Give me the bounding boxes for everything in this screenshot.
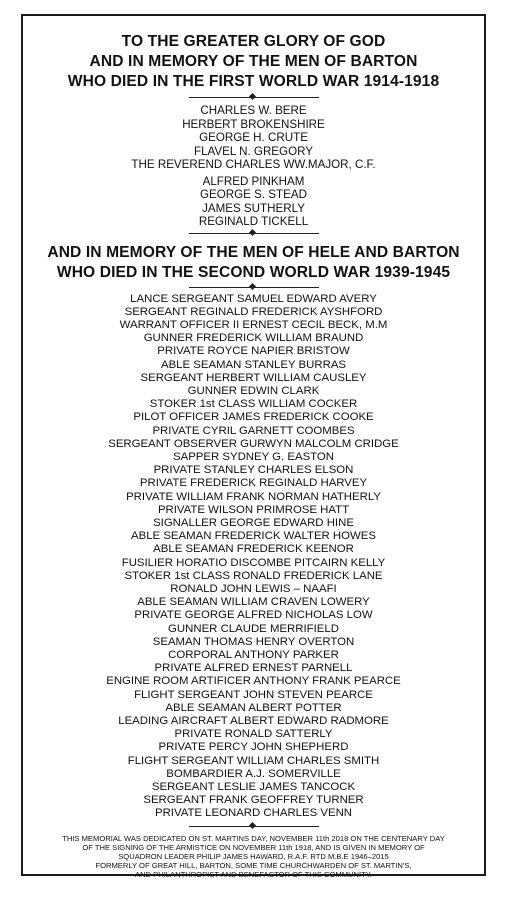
name-entry: SIGNALLER GEORGE EDWARD HINE [153, 516, 354, 529]
name-entry: PRIVATE ROYCE NAPIER BRISTOW [157, 345, 350, 358]
name-entry: FLAVEL N. GREGORY [194, 144, 313, 158]
ww1-heading [23, 32, 484, 92]
name-entry: PRIVATE CYRIL GARNETT COOMBES [152, 424, 355, 437]
name-entry: CORPORAL ANTHONY PARKER [168, 648, 339, 661]
name-entry: PILOT OFFICER JAMES FREDERICK COOKE [133, 411, 374, 424]
divider-ornament [189, 823, 319, 830]
name-entry: ABLE SEAMAN ALBERT POTTER [165, 701, 342, 714]
ww1-name-list [23, 104, 484, 229]
name-entry: RONALD JOHN LEWIS – NAAFI [170, 582, 337, 595]
name-entry: PRIVATE WILLIAM FRANK NORMAN HATHERLY [126, 490, 381, 503]
name-entry: SEAMAN THOMAS HENRY OVERTON [152, 635, 355, 648]
name-entry: ENGINE ROOM ARTIFICER ANTHONY FRANK PEARCE [106, 675, 401, 688]
footer-line: FORMERLY OF GREAT HILL, BARTON, SOME TIME CHURCHWARDEN OF ST. MARTIN'S, [95, 861, 412, 871]
footer-line: SQUADRON LEADER PHILIP JAMES HAWARD, R.A.F. RTD M.B.E 1946–2015 [118, 852, 389, 862]
ww2-name-list [23, 293, 484, 821]
name-entry: FLIGHT SERGEANT WILLIAM CHARLES SMITH [127, 754, 380, 767]
name-entry: REGINALD TICKELL [198, 215, 309, 228]
name-entry: STOKER 1st CLASS RONALD FREDERICK LANE [124, 569, 383, 582]
name-entry: SERGEANT LESLIE JAMES TANCOCK [151, 781, 356, 794]
ww2-heading [23, 243, 484, 283]
name-entry: SAPPER SYDNEY G. EASTON [173, 450, 334, 463]
name-entry: GEORGE S. STEAD [200, 188, 307, 201]
name-entry: PRIVATE LEONARD CHARLES VENN [154, 807, 353, 820]
name-entry: GEORGE H. CRUTE [199, 131, 308, 144]
name-entry: FUSILIER HORATIO DISCOMBE PITCAIRN KELLY [121, 556, 386, 569]
name-entry: ALFRED PINKHAM [202, 174, 305, 188]
name-entry: THE REVEREND CHARLES WW.MAJOR, C.F. [131, 158, 376, 171]
footer-line: OF THE SIGNING OF THE ARMISTICE ON NOVEMBER 11th 1918, AND IS GIVEN IN MEMORY OF [82, 842, 425, 852]
ww1-heading-line: AND IN MEMORY OF THE MEN OF BARTON [89, 53, 418, 70]
ww2-heading-line: WHO DIED IN THE SECOND WORLD WAR 1939-1945 [56, 263, 451, 281]
divider-ornament [189, 230, 319, 237]
name-entry: GUNNER FREDERICK WILLIAM BRAUND [143, 332, 364, 345]
name-entry: SERGEANT HERBERT WILLIAM CAUSLEY [140, 371, 367, 384]
name-entry: SERGEANT REGINALD FREDERICK AYSHFORD [124, 305, 383, 318]
name-entry: PRIVATE FREDERICK REGINALD HARVEY [139, 477, 368, 490]
plaque-content [23, 32, 484, 880]
name-entry: BOMBARDIER A.J. SOMERVILLE [166, 767, 341, 780]
name-entry: LANCE SERGEANT SAMUEL EDWARD AVERY [130, 292, 377, 305]
name-entry: WARRANT OFFICER II ERNEST CECIL BECK, M.M [119, 318, 388, 331]
divider-ornament [189, 284, 319, 291]
name-entry: HERBERT BROKENSHIRE [182, 117, 325, 131]
name-entry: CHARLES W. BERE [200, 104, 307, 117]
name-entry: PRIVATE STANLEY CHARLES ELSON [153, 464, 354, 477]
name-entry: ABLE SEAMAN FREDERICK WALTER HOWES [131, 530, 376, 543]
name-entry: PRIVATE ALFRED ERNEST PARNELL [154, 662, 353, 675]
ww2-heading-line: AND IN MEMORY OF THE MEN OF HELE AND BARTON [47, 243, 460, 261]
memorial-plaque [21, 14, 486, 880]
footer-line: AND PHILANTHROPIST AND BENEFACTOR OF THIS COMMUNITY. [135, 870, 372, 880]
name-entry: PRIVATE PERCY JOHN SHEPHERD [158, 741, 349, 754]
name-entry: ABLE SEAMAN STANLEY BURRAS [160, 358, 347, 371]
name-entry: STOKER 1st CLASS WILLIAM COCKER [149, 398, 358, 411]
name-entry: FLIGHT SERGEANT JOHN STEVEN PEARCE [134, 688, 373, 701]
name-entry: SERGEANT OBSERVER GURWYN MALCOLM CRIDGE [108, 437, 399, 450]
name-entry: JAMES SUTHERLY [202, 201, 305, 215]
ww1-heading-line: WHO DIED IN THE FIRST WORLD WAR 1914-1918 [67, 73, 440, 90]
name-entry: GUNNER CLAUDE MERRIFIELD [168, 622, 339, 635]
divider-ornament [189, 94, 319, 101]
name-entry: PRIVATE RONALD SATTERLY [174, 728, 333, 741]
name-entry: PRIVATE GEORGE ALFRED NICHOLAS LOW [134, 609, 373, 622]
footer-line: THIS MEMORIAL WAS DEDICATED ON ST. MARTINS DAY, NOVEMBER 11th 2018 ON THE CENTENARY DAY [62, 833, 445, 843]
name-entry: LEADING AIRCRAFT ALBERT EDWARD RADMORE [118, 715, 389, 727]
dedication-footer [23, 834, 484, 880]
name-entry: PRIVATE WILSON PRIMROSE HATT [157, 503, 350, 516]
name-entry: ABLE SEAMAN WILLIAM CRAVEN LOWERY [137, 596, 370, 609]
name-entry: GUNNER EDWIN CLARK [187, 384, 320, 397]
name-entry: ABLE SEAMAN FREDERICK KEENOR [153, 543, 354, 556]
name-entry: SERGEANT FRANK GEOFFREY TURNER [143, 794, 364, 807]
ww1-heading-line: TO THE GREATER GLORY OF GOD [121, 33, 386, 50]
